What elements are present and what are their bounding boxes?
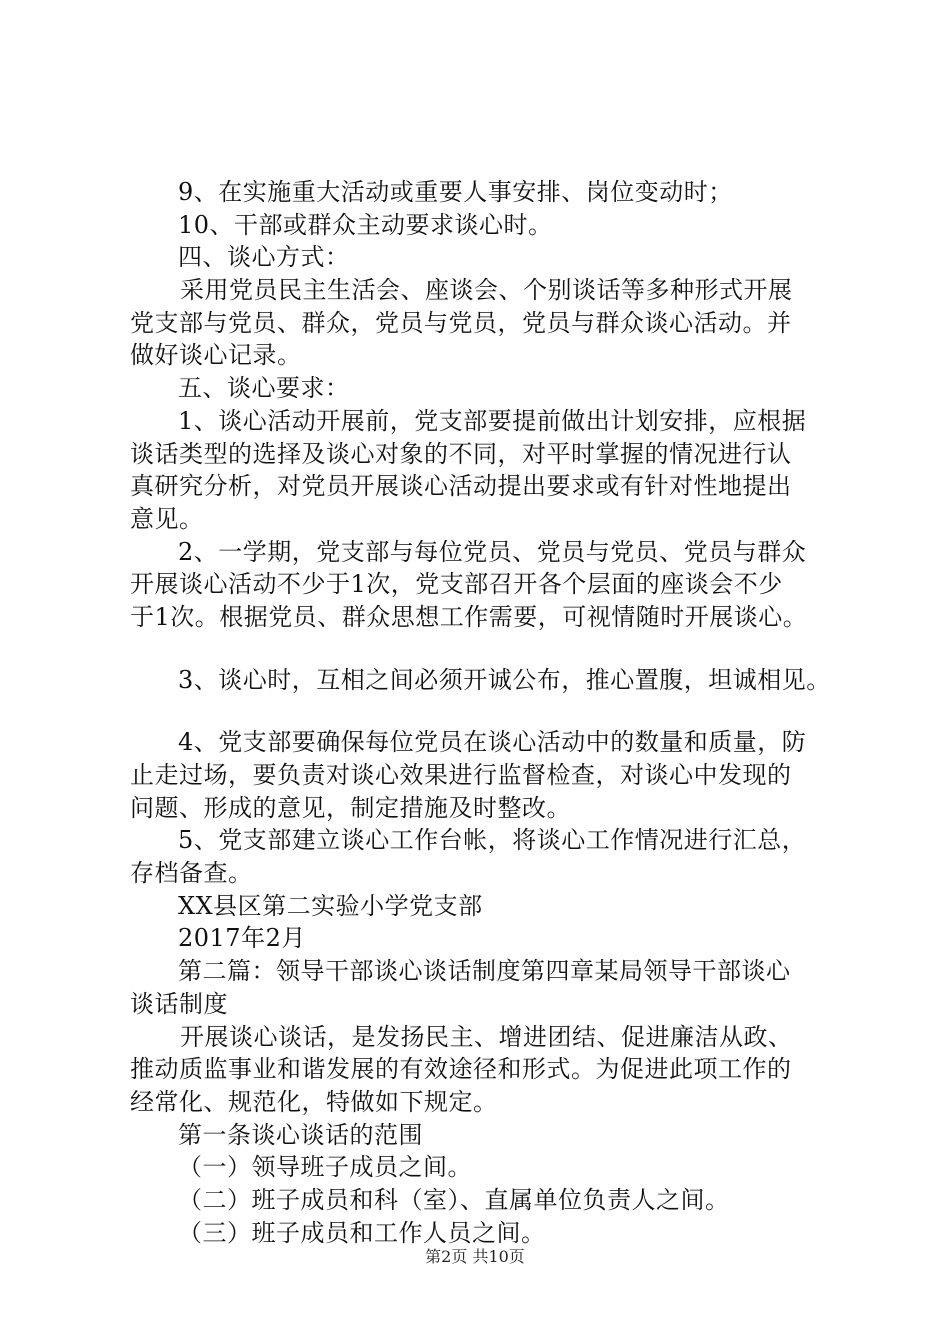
paragraph-spacer [130,634,845,664]
list-item: （二）班子成员和科（室）、直属单位负责人之间。 [178,1185,730,1214]
paragraph-line: 4、党支部要确保每位党员在谈心活动中的数量和质量，防 [178,728,807,757]
paragraph-line: 推动质监事业和谐发展的有效途径和形式。为促进此项工作的 [130,1055,792,1084]
paragraph-line: 9、在实施重大活动或重要人事安排、岗位变动时； [178,178,733,206]
paragraph-line: 意见。 [130,504,204,533]
document-body [130,176,845,1249]
section-heading: 五、谈心要求： [178,374,350,403]
paragraph-line: 真研究分析，对党员开展谈心活动提出要求或有针对性地提出 [130,472,792,501]
section-heading: 四、谈心方式： [178,243,350,272]
paragraph-spacer [130,696,845,726]
paragraph-line: 存档备查。 [130,859,253,888]
paragraph-line: 谈话类型的选择及谈心对象的不同，对平时掌握的情况进行认 [130,439,792,468]
paragraph-line: 止走过场，要负责对谈心效果进行监督检查，对谈心中发现的 [130,761,792,789]
section-title: 谈话制度 [130,989,228,1018]
section-title: 第二篇：领导干部谈心谈话制度第四章某局领导干部谈心 [178,957,791,986]
list-item: （一）领导班子成员之间。 [178,1153,472,1182]
paragraph-line: 1、谈心活动开展前，党支部要提前做出计划安排，应根据 [178,406,807,435]
signature-date: 2017年2月 [178,924,306,953]
signature-organization: XX县区第二实验小学党支部 [178,891,483,920]
paragraph-line: 开展谈心活动不少于1次，党支部召开各个层面的座谈会不少 [130,570,783,599]
article-heading: 第一条谈心谈话的范围 [178,1120,423,1149]
paragraph-line: 2、一学期，党支部与每位党员、党员与党员、党员与群众 [178,537,807,566]
paragraph-line: 3、谈心时，互相之间必须开诚公布，推心置腹，坦诚相见。 [178,665,831,694]
list-item: （三）班子成员和工作人员之间。 [178,1218,546,1247]
paragraph-line: 于1次。根据党员、群众思想工作需要，可视情随时开展谈心。 [130,602,808,631]
paragraph-line: 10、干部或群众主动要求谈心时。 [178,210,553,239]
paragraph-line: 开展谈心谈话，是发扬民主、增进团结、促进廉洁从政、 [180,1022,793,1051]
paragraph-line: 采用党员民主生活会、座谈会、个别谈话等多种形式开展 [180,276,793,305]
paragraph-line: 做好谈心记录。 [130,341,302,370]
paragraph-line: 经常化、规范化，特做如下规定。 [130,1087,498,1116]
paragraph-line: 问题、形成的意见，制定措施及时整改。 [130,793,571,822]
paragraph-line: 5、党支部建立谈心工作台帐，将谈心工作情况进行汇总， [178,826,807,855]
page-number: 第2页 共10页 [425,1247,525,1266]
paragraph-line: 党支部与党员、群众，党员与党员，党员与群众谈心活动。并 [130,308,792,337]
